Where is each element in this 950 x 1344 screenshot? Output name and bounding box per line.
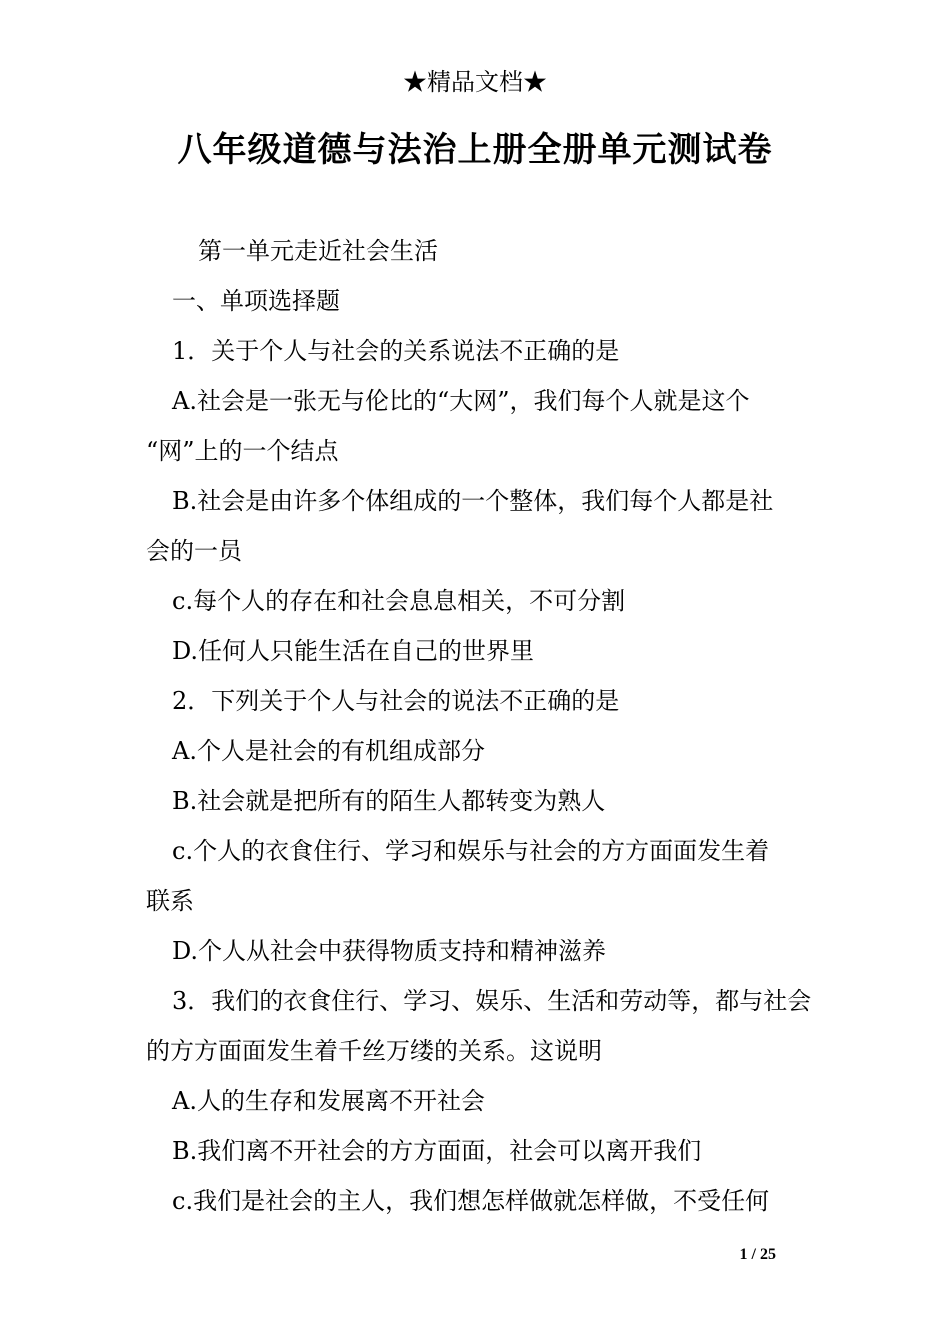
question-2-option-d: D.个人从社会中获得物质支持和精神滋养 [172,937,607,965]
document-body [146,226,810,1226]
section-heading: 第一单元走近社会生活 [198,237,438,265]
question-1-option-b-cont: 会的一员 [146,537,242,565]
question-2-option-a: A.个人是社会的有机组成部分 [172,737,485,765]
question-2: 2．下列关于个人与社会的说法不正确的是 [172,687,620,715]
page-header: ★精品文档★ [403,68,547,96]
question-type-heading: 一、单项选择题 [172,287,340,315]
question-2-option-b: B.社会就是把所有的陌生人都转变为熟人 [172,787,606,815]
question-1-option-d: D.任何人只能生活在自己的世界里 [172,637,535,665]
question-2-option-c: c.个人的衣食住行、学习和娱乐与社会的方方面面发生着 [172,837,770,865]
question-1-option-c: c.每个人的存在和社会息息相关，不可分割 [172,587,626,615]
question-3: 3．我们的衣食住行、学习、娱乐、生活和劳动等，都与社会 [172,987,812,1015]
question-1-option-a-cont: “网”上的一个结点 [146,437,339,465]
question-3-option-b: B.我们离不开社会的方方面面，社会可以离开我们 [172,1137,702,1165]
document-title: 八年级道德与法治上册全册单元测试卷 [177,130,773,170]
question-3-option-c: c.我们是社会的主人，我们想怎样做就怎样做，不受任何 [172,1187,770,1215]
question-3-cont: 的方方面面发生着千丝万缕的关系。这说明 [146,1037,602,1065]
question-1: 1．关于个人与社会的关系说法不正确的是 [172,337,620,365]
page-number: 1 / 25 [739,1246,776,1263]
question-3-option-a: A.人的生存和发展离不开社会 [172,1087,485,1115]
question-2-option-c-cont: 联系 [146,887,194,915]
question-1-option-b: B.社会是由许多个体组成的一个整体，我们每个人都是社 [172,487,774,515]
question-1-option-a: A.社会是一张无与伦比的“大网”，我们每个人就是这个 [172,387,750,415]
